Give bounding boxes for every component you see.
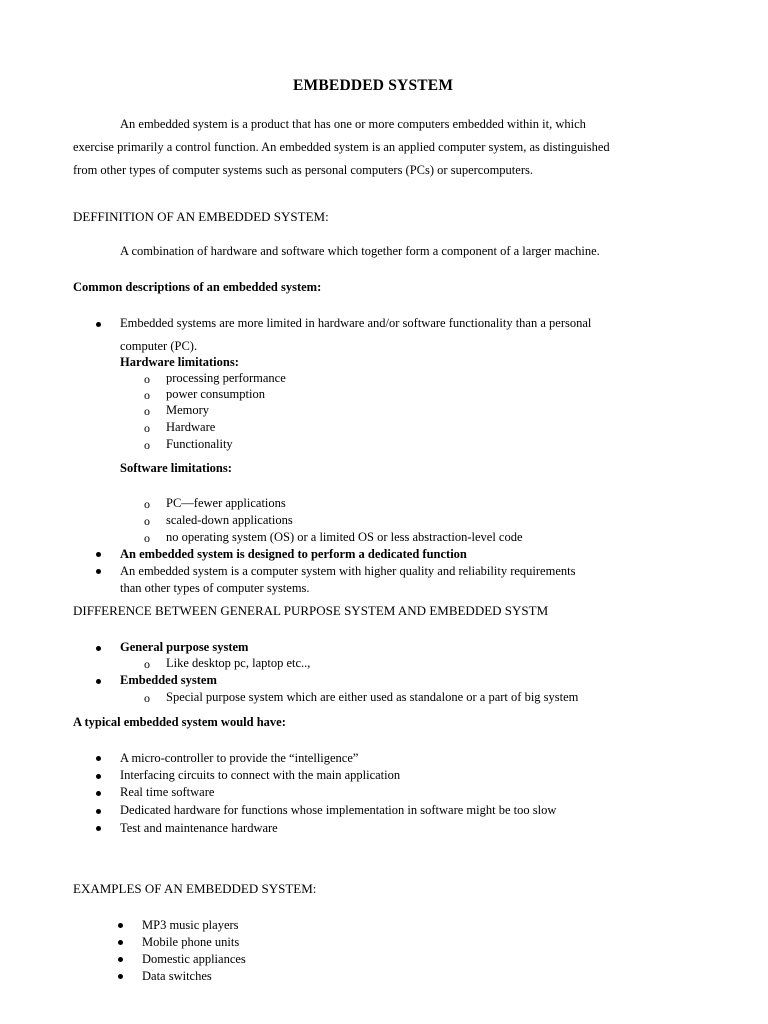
intro-line-3: from other types of computer systems such as personal computers (PCs) or supercomputers. <box>73 163 533 177</box>
hardware-item: Functionality <box>166 437 233 451</box>
typical-item: Interfacing circuits to connect with the main application <box>120 768 401 782</box>
bullet-icon <box>96 322 101 327</box>
definition-heading: DEFFINITION OF AN EMBEDDED SYSTEM: <box>73 209 329 224</box>
hollow-bullet-icon: o <box>144 421 150 435</box>
common-bullet-2: An embedded system is designed to perform a dedicated function <box>120 547 467 561</box>
intro-line-2: exercise primarily a control function. An embedded system is an applied computer system, as distinguished <box>73 140 610 154</box>
software-heading: Software limitations: <box>120 461 232 475</box>
typical-item: A micro-controller to provide the “intelligence” <box>120 751 359 765</box>
common-bullet-3-line-1: An embedded system is a computer system with higher quality and reliability requirements <box>120 564 576 578</box>
hardware-item: Hardware <box>166 420 216 434</box>
hollow-bullet-icon: o <box>144 514 150 528</box>
bullet-icon <box>96 774 101 779</box>
example-item: Domestic appliances <box>142 952 246 966</box>
typical-item: Dedicated hardware for functions whose implementation in software might be too slow <box>120 803 557 817</box>
bullet-icon <box>118 923 123 928</box>
hollow-bullet-icon: o <box>144 531 150 545</box>
bullet-icon <box>96 552 101 557</box>
hollow-bullet-icon: o <box>144 372 150 386</box>
hardware-item: Memory <box>166 403 210 417</box>
bullet-icon <box>96 791 101 796</box>
hollow-bullet-icon: o <box>144 497 150 511</box>
bullet-icon <box>96 569 101 574</box>
examples-heading: EXAMPLES OF AN EMBEDDED SYSTEM: <box>73 881 317 896</box>
example-item: MP3 music players <box>142 918 239 932</box>
bullet-icon <box>118 974 123 979</box>
intro-line-1: An embedded system is a product that has one or more computers embedded within it, which <box>120 117 586 131</box>
hollow-bullet-icon: o <box>144 657 150 671</box>
software-item: no operating system (OS) or a limited OS or less abstraction-level code <box>166 530 523 544</box>
bullet-icon <box>96 826 101 831</box>
hardware-heading: Hardware limitations: <box>120 355 239 369</box>
common-bullet-1-line-2: computer (PC). <box>120 339 198 353</box>
common-bullet-1-line-1: Embedded systems are more limited in hardware and/or software functionality than a personal <box>120 316 592 330</box>
bullet-icon <box>118 940 123 945</box>
bullet-icon <box>96 646 101 651</box>
hollow-bullet-icon: o <box>144 404 150 418</box>
common-bullet-3-line-2: than other types of computer systems. <box>120 581 310 595</box>
software-item: PC—fewer applications <box>166 496 286 510</box>
difference-heading: DIFFERENCE BETWEEN GENERAL PURPOSE SYSTEM AND EMBEDDED SYSTM <box>73 603 549 618</box>
general-purpose-label: General purpose system <box>120 640 249 654</box>
common-heading: Common descriptions of an embedded system: <box>73 280 322 294</box>
example-item: Mobile phone units <box>142 935 240 949</box>
example-item: Data switches <box>142 969 212 983</box>
definition-text: A combination of hardware and software which together form a component of a larger machine. <box>120 244 600 258</box>
page-title: EMBEDDED SYSTEM <box>293 77 454 94</box>
typical-item: Test and maintenance hardware <box>120 821 278 835</box>
hollow-bullet-icon: o <box>144 388 150 402</box>
hardware-item: power consumption <box>166 387 265 401</box>
bullet-icon <box>118 957 123 962</box>
hardware-item: processing performance <box>166 371 286 385</box>
bullet-icon <box>96 809 101 814</box>
bullet-icon <box>96 756 101 761</box>
hollow-bullet-icon: o <box>144 691 150 705</box>
hollow-bullet-icon: o <box>144 438 150 452</box>
typical-heading: A typical embedded system would have: <box>73 715 286 729</box>
general-purpose-sub: Like desktop pc, laptop etc.., <box>166 656 311 670</box>
software-item: scaled-down applications <box>166 513 293 527</box>
typical-item: Real time software <box>120 785 215 799</box>
bullet-icon <box>96 679 101 684</box>
embedded-label: Embedded system <box>120 673 217 687</box>
embedded-sub: Special purpose system which are either used as standalone or a part of big system <box>166 690 579 704</box>
